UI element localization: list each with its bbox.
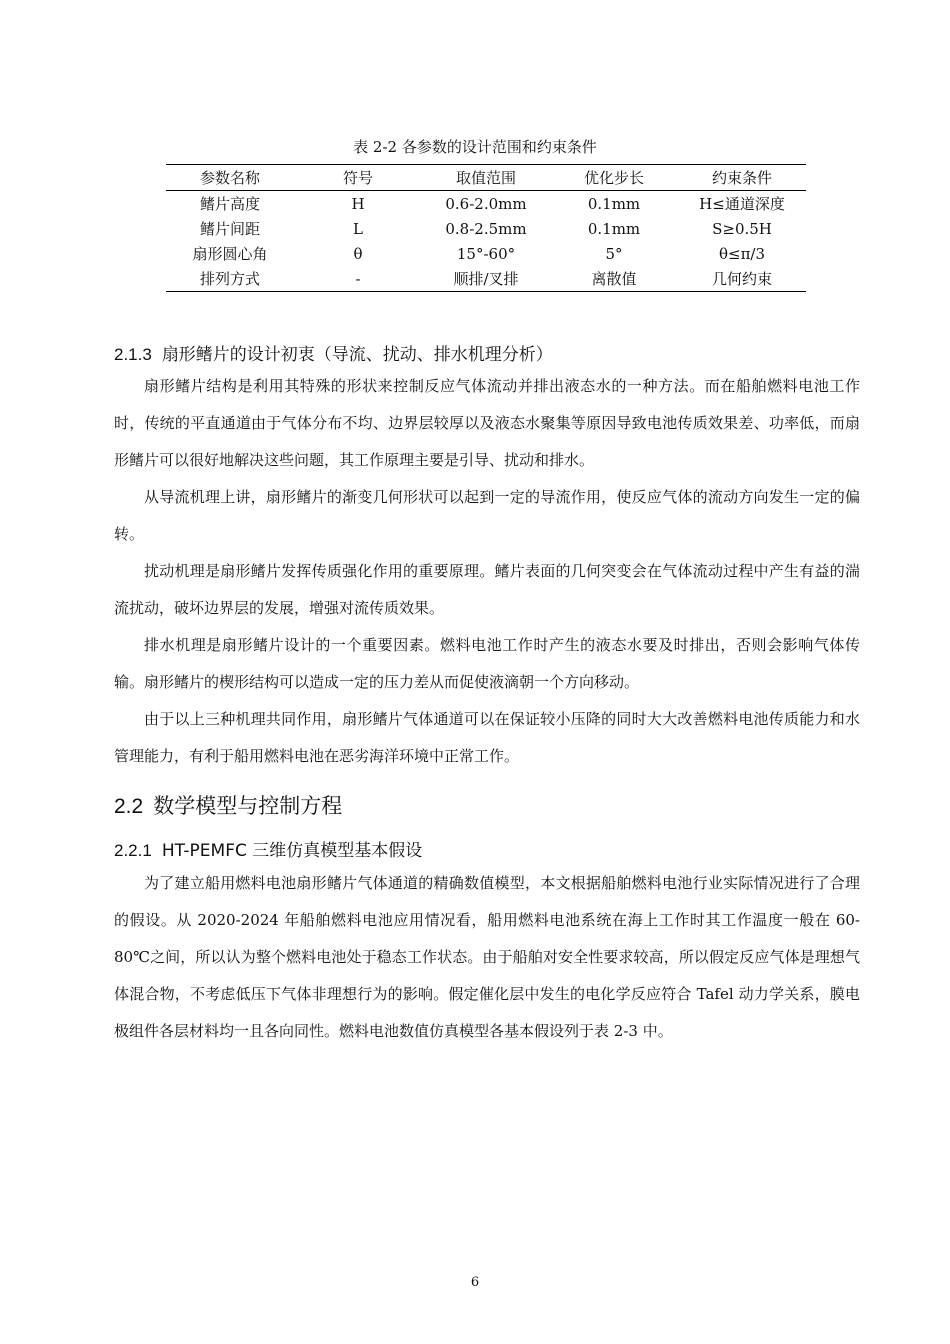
table-cell: 15°-60° <box>456 244 516 263</box>
table-cell: S≥0.5H <box>712 219 772 238</box>
section-number: 2.2.1 <box>114 841 152 860</box>
table-header-cell: 优化步长 <box>583 169 644 187</box>
table-cell: 0.1mm <box>587 219 641 238</box>
table-cell: 顺排/叉排 <box>453 270 519 288</box>
table-cell: - <box>355 269 361 288</box>
table-header-row <box>166 165 806 191</box>
table-cell: 0.6-2.0mm <box>445 194 527 213</box>
table-cell: 鳍片高度 <box>199 195 260 213</box>
table-cell: 排列方式 <box>199 270 260 288</box>
parameter-table <box>166 164 806 292</box>
section-title: HT-PEMFC 三维仿真模型基本假设 <box>161 841 423 861</box>
paragraph: 扰动机理是扇形鳍片发挥传质强化作用的重要原理。鳍片表面的几何突变会在气体流动过程中产生有益的湍流扰动，破坏边界层的发展，增强对流传质效果。 <box>114 562 860 617</box>
paragraph: 从导流机理上讲，扇形鳍片的渐变几何形状可以起到一定的导流作用，使反应气体的流动方向发生一定的偏转。 <box>114 488 860 543</box>
paragraph: 排水机理是扇形鳍片设计的一个重要因素。燃料电池工作时产生的液态水要及时排出，否则会影响气体传输。扇形鳍片的楔形结构可以造成一定的压力差从而促使液滴朝一个方向移动。 <box>114 636 860 691</box>
table-cell: H <box>351 194 365 213</box>
table-cell: 离散值 <box>591 270 637 288</box>
table-cell: θ≤π/3 <box>718 244 766 263</box>
paragraph: 为了建立船用燃料电池扇形鳍片气体通道的精确数值模型，本文根据船舶燃料电池行业实际情况进行了合理的假设。从 2020-2024 年船舶燃料电池应用情况看，船用燃料电池系统在海上工作时其工作温度一般在 60-80℃之间，所以认为整个燃料电池处于稳态工作状态。由于船舶对安全性要求较高，所以假定反应气体是理想气体混合物，不考虑低压下气体非理想行为的影响。假定催化层中发生的电化学反应符合 Tafel 动力学关系，膜电极组件各层材料均一且各向同性。燃料电池数值仿真模型各基本假设列于表 2-3 中。 <box>114 874 860 1040</box>
section-title: 扇形鳍片的设计初衷（导流、扰动、排水机理分析） <box>161 345 553 365</box>
paragraph: 扇形鳍片结构是利用其特殊的形状来控制反应气体流动并排出液态水的一种方法。而在船舶燃料电池工作时，传统的平直通道由于气体分布不均、边界层较厚以及液态水聚集等原因导致电池传质效果差、功率低，而扇形鳍片可以很好地解决这些问题，其工作原理主要是引导、扰动和排水。 <box>114 377 860 469</box>
table-cell: 几何约束 <box>711 270 772 288</box>
section-title: 数学模型与控制方程 <box>153 794 343 818</box>
table-cell: 0.8-2.5mm <box>445 219 527 238</box>
table-header-cell: 取值范围 <box>455 169 516 187</box>
table-cell: H≤通道深度 <box>699 195 785 213</box>
table-row <box>166 216 806 241</box>
section-number: 2.1.3 <box>114 345 152 364</box>
table-row <box>166 266 806 292</box>
table-header-cell: 符号 <box>342 169 373 187</box>
table-row <box>166 191 806 217</box>
table-cell: θ <box>353 244 363 263</box>
section-heading-2-1-3 <box>114 340 553 365</box>
table-header-cell: 参数名称 <box>199 169 260 187</box>
section-heading-2-2-1 <box>114 836 422 861</box>
table-header-cell: 约束条件 <box>711 169 772 187</box>
table-caption: 表 2-2 各参数的设计范围和约束条件 <box>353 138 597 156</box>
table-cell: 5° <box>605 244 623 263</box>
table-row <box>166 241 806 266</box>
section-number: 2.2 <box>114 795 144 818</box>
table-cell: 扇形圆心角 <box>192 245 268 263</box>
page-number: 6 <box>470 1275 480 1290</box>
table-cell: L <box>353 219 363 238</box>
table-cell: 鳍片间距 <box>199 220 260 238</box>
paragraph: 由于以上三种机理共同作用，扇形鳍片气体通道可以在保证较小压降的同时大大改善燃料电池传质能力和水管理能力，有利于船用燃料电池在恶劣海洋环境中正常工作。 <box>114 710 860 765</box>
section-heading-2-2 <box>114 790 342 820</box>
table-cell: 0.1mm <box>587 194 641 213</box>
